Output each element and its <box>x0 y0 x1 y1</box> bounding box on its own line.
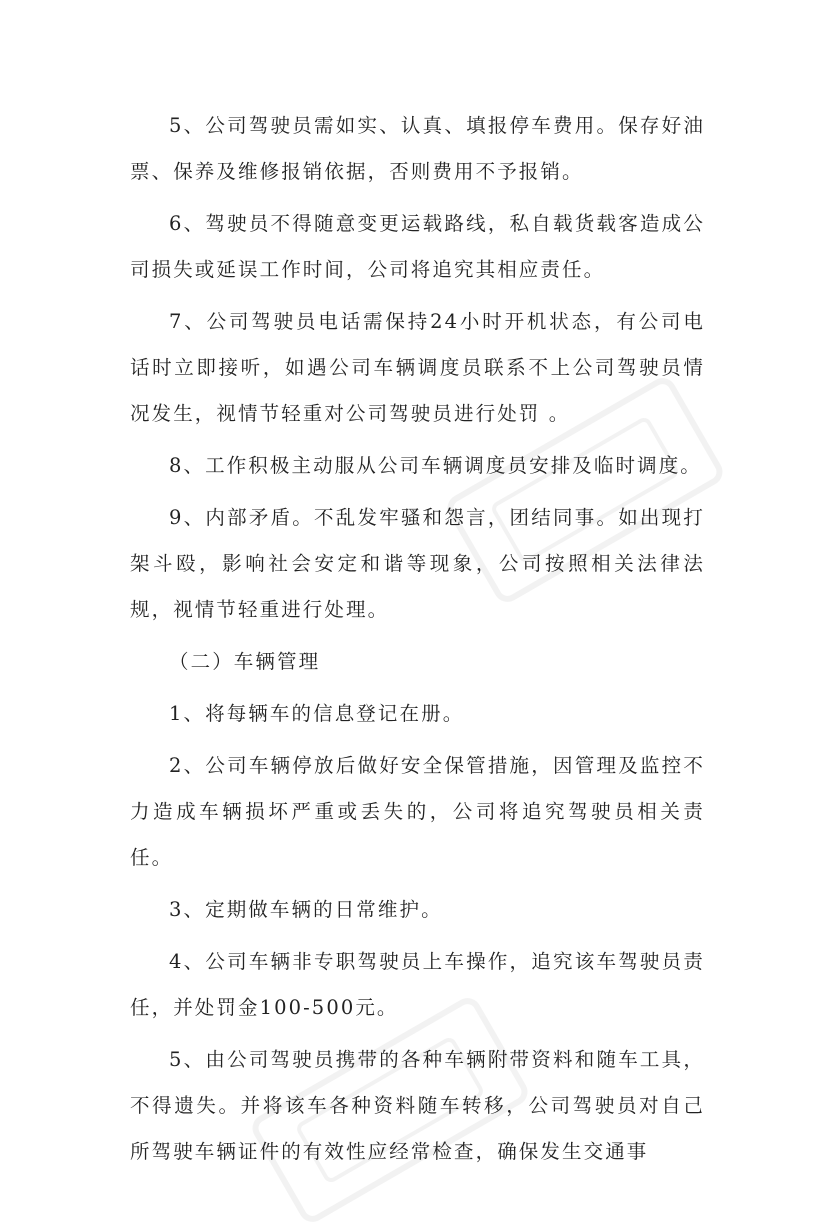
paragraph-vehicle-2-parking: 2、公司车辆停放后做好安全保管措施，因管理及监控不力造成车辆损坏严重或丢失的，公司将追究驾驶员相关责任。 <box>130 754 705 869</box>
paragraph-rule-6-routes: 6、驾驶员不得随意变更运载路线，私自载货载客造成公司损失或延误工作时间，公司将追究其相应责任。 <box>130 212 705 281</box>
section-heading-vehicle-management: （二）车辆管理 <box>169 650 321 673</box>
paragraph-rule-7-phone: 7、公司驾驶员电话需保持24小时开机状态，有公司电话时立即接听，如遇公司车辆调度员联系不上公司驾驶员情况发生，视情节轻重对公司驾驶员进行处罚 。 <box>130 310 705 425</box>
paragraph-vehicle-1-register: 1、将每辆车的信息登记在册。 <box>169 702 465 725</box>
paragraph-vehicle-5-documents: 5、由公司驾驶员携带的各种车辆附带资料和随车工具，不得遗失。并将该车各种资料随车转移，公司驾驶员对自己所驾驶车辆证件的有效性应经常检查，确保发生交通事 <box>130 1048 705 1163</box>
paragraph-vehicle-3-maintenance: 3、定期做车辆的日常维护。 <box>169 898 443 921</box>
paragraph-vehicle-4-unauthorized: 4、公司车辆非专职驾驶员上车操作，追究该车驾驶员责任，并处罚金100-500元。 <box>130 950 705 1019</box>
document-body <box>130 103 705 1175</box>
paragraph-rule-9-conflicts: 9、内部矛盾。不乱发牢骚和怨言，团结同事。如出现打架斗殴，影响社会安定和谐等现象，公司按照相关法律法规，视情节轻重进行处理。 <box>130 506 705 621</box>
paragraph-rule-5-fees: 5、公司驾驶员需如实、认真、填报停车费用。保存好油票、保养及维修报销依据，否则费用不予报销。 <box>130 114 705 183</box>
paragraph-rule-8-dispatch: 8、工作积极主动服从公司车辆调度员安排及临时调度。 <box>169 454 702 477</box>
